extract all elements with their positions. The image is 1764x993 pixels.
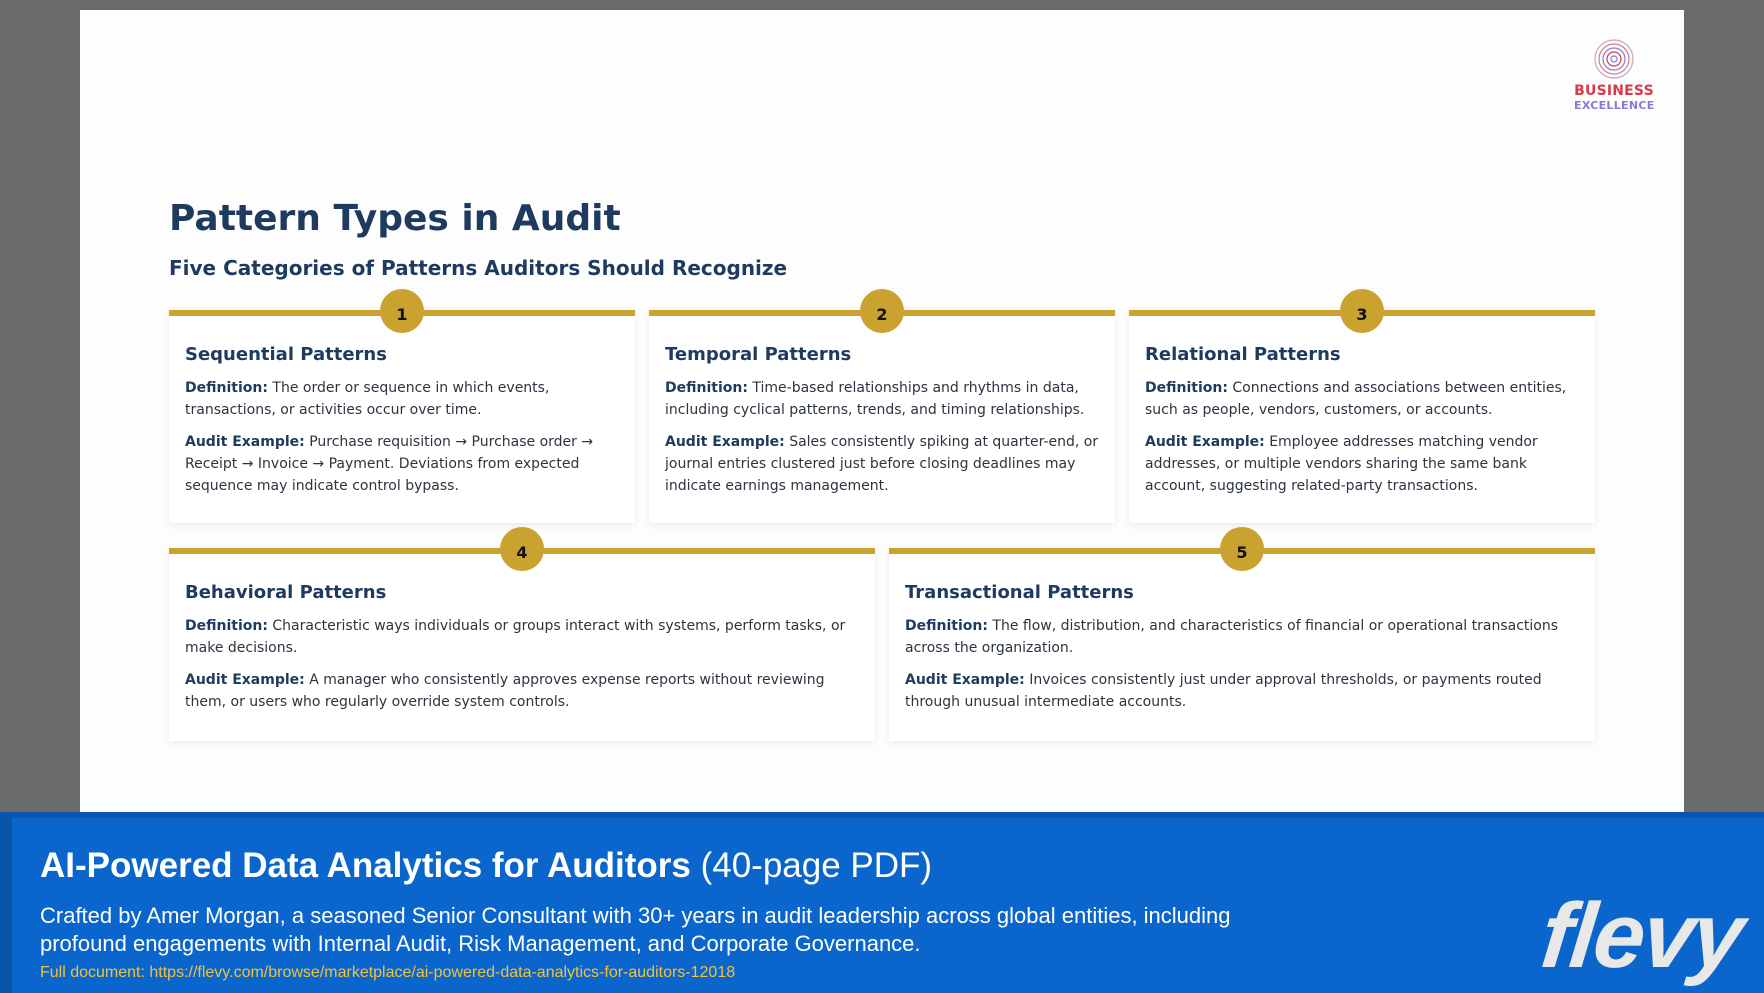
pattern-card-relational: [1129, 304, 1595, 523]
card-title: Sequential Patterns: [185, 344, 387, 365]
card-definition: Definition: The order or sequence in which events, transactions, or activities occur over time.: [185, 380, 550, 418]
card-number-badge: 2: [860, 289, 904, 333]
card-title: Transactional Patterns: [905, 582, 1134, 603]
pattern-card-temporal: [649, 304, 1115, 523]
card-definition: Definition: The flow, distribution, and characteristics of financial or operational transactions across the organization.: [905, 618, 1559, 656]
card-number-badge: 3: [1340, 289, 1384, 333]
card-example: Audit Example: Purchase requisition → Purchase order → Receipt → Invoice → Payment. Deviations from expected sequence may indicate control bypass.: [185, 434, 594, 494]
card-definition: Definition: Characteristic ways individuals or groups interact with systems, perform tasks, or make decisions.: [185, 618, 846, 656]
logo-line2: EXCELLENCE: [1574, 99, 1655, 112]
pattern-card-sequential: [169, 304, 635, 523]
document-title: AI-Powered Data Analytics for Auditors (40-page PDF): [40, 846, 933, 885]
footer-accent-bar: [0, 818, 12, 993]
card-definition: Definition: Time-based relationships and rhythms in data, including cyclical patterns, trends, and timing relationships.: [665, 380, 1085, 418]
card-example: Audit Example: A manager who consistently approves expense reports without reviewing them, or users who regularly override system controls.: [185, 672, 825, 710]
card-title: Temporal Patterns: [665, 344, 852, 365]
card-example: Audit Example: Sales consistently spiking at quarter-end, or journal entries clustered just before closing deadlines may indicate earnings management.: [665, 434, 1099, 494]
card-title: Relational Patterns: [1145, 344, 1341, 365]
card-number-badge: 5: [1220, 527, 1264, 571]
page-title: Pattern Types in Audit: [169, 198, 621, 239]
document-link[interactable]: Full document: https://flevy.com/browse/marketplace/ai-powered-data-analytics-for-auditors-12018: [40, 964, 736, 981]
fingerprint-icon: [1593, 38, 1635, 80]
slide: [80, 10, 1684, 812]
pattern-card-behavioral: [169, 542, 875, 741]
card-number-badge: 1: [380, 289, 424, 333]
card-number-badge: 4: [500, 527, 544, 571]
card-definition: Definition: Connections and associations between entities, such as people, vendors, customers, or accounts.: [1145, 380, 1567, 418]
card-title: Behavioral Patterns: [185, 582, 387, 603]
business-excellence-logo: [1574, 38, 1654, 112]
footer-banner: [0, 812, 1764, 993]
flevy-logo: flevy: [1536, 885, 1748, 987]
logo-line1: BUSINESS: [1574, 83, 1654, 99]
page-subtitle: Five Categories of Patterns Auditors Should Recognize: [169, 256, 788, 280]
card-example: Audit Example: Invoices consistently just under approval thresholds, or payments routed through unusual intermediate accounts.: [905, 672, 1542, 710]
document-description: Crafted by Amer Morgan, a seasoned Senior Consultant with 30+ years in audit leadership across global entities, including profound engagements with Internal Audit, Risk Management, and Corporate Governance.: [40, 903, 1231, 956]
pattern-card-transactional: [889, 542, 1595, 741]
card-example: Audit Example: Employee addresses matching vendor addresses, or multiple vendors sharing the same bank account, suggesting related-party transactions.: [1145, 434, 1538, 494]
